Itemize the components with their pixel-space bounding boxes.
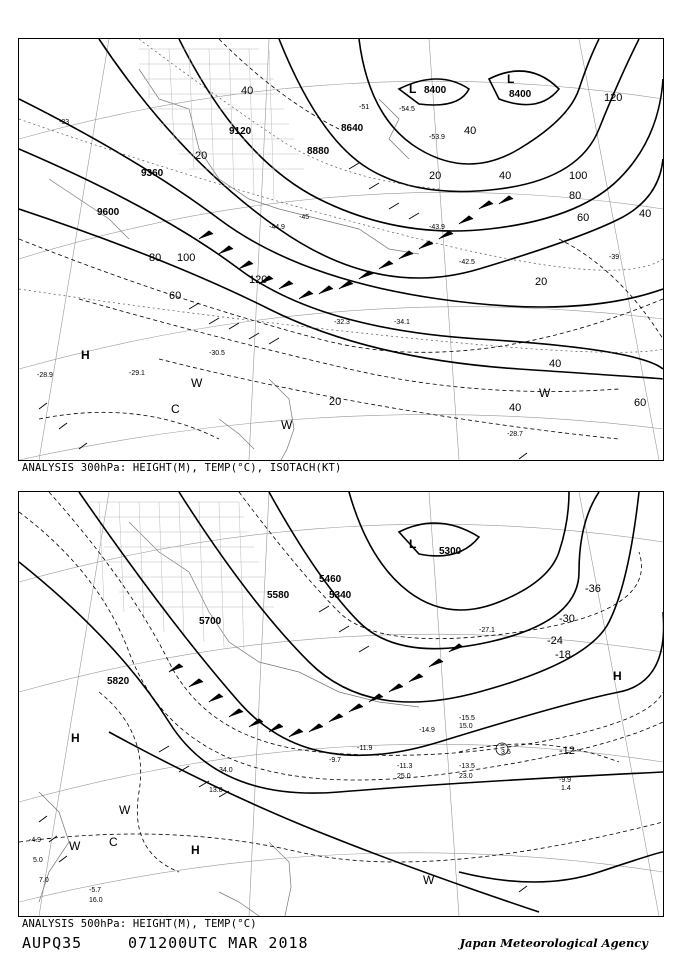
station-value: 23.0	[459, 773, 473, 780]
isotach-label: 40	[549, 358, 562, 370]
temp-label: -33	[59, 119, 70, 126]
isotach-label: 60	[169, 290, 182, 302]
coastline	[39, 522, 419, 916]
temp-label: -34.1	[394, 319, 410, 326]
temp-label: -39	[609, 254, 620, 261]
chart-300hpa	[18, 38, 664, 461]
high-pressure-marker: H	[191, 843, 200, 857]
high-pressure-marker: H	[71, 731, 80, 745]
station-value: 3.5	[501, 749, 511, 756]
height-label: 5820	[107, 676, 130, 687]
temp-label: -28.9	[37, 372, 53, 379]
isotherm-label: -36	[585, 583, 601, 595]
temp-label: -45	[299, 214, 310, 221]
isotach-label: 120	[604, 92, 623, 104]
temp-label: -32.3	[334, 319, 350, 326]
agency-name: Japan Meteorological Agency	[459, 936, 648, 950]
isotach-label: 20	[535, 276, 548, 288]
height-label: 5460	[319, 574, 342, 585]
temp-label: -4.9	[29, 837, 42, 844]
warm-marker: W	[539, 386, 551, 400]
height-label: 5580	[267, 590, 290, 601]
station-value: 34.0	[219, 767, 233, 774]
height-label: 8640	[341, 123, 364, 134]
isotherm-label: -24	[547, 635, 563, 647]
isotach-label: 100	[177, 252, 196, 264]
height-label: 5300	[439, 546, 462, 557]
isotach-label: 40	[241, 85, 254, 97]
temp-label: -30.5	[209, 350, 225, 357]
isotach-label: 120	[249, 274, 268, 286]
temp-label: -44.9	[269, 224, 285, 231]
station-value: 16.0	[89, 897, 103, 904]
isotach-label: 60	[634, 397, 647, 409]
height-contours	[19, 492, 663, 912]
map-500hpa	[19, 492, 663, 916]
isotach-label: 20	[195, 150, 208, 162]
station-value: 25.0	[397, 773, 411, 780]
temp-label: -51	[359, 104, 370, 111]
temp-label: -15.5	[459, 715, 475, 722]
temp-label: -13.5	[459, 763, 475, 770]
shaded-area	[139, 49, 304, 199]
height-label: 9600	[97, 207, 120, 218]
temp-label: -42.5	[459, 259, 475, 266]
station-value: 7.0	[39, 877, 49, 884]
station-value: 13.0	[209, 787, 223, 794]
caption-500hpa: ANALYSIS 500hPa: HEIGHT(M), TEMP(°C)	[22, 918, 257, 930]
isotach-label: 20	[429, 170, 442, 182]
isotach-label: 60	[577, 212, 590, 224]
isotach-label: 40	[639, 208, 652, 220]
caption-300hpa: ANALYSIS 300hPa: HEIGHT(M), TEMP(°C), ISOTACH(KT)	[22, 462, 342, 474]
temp-label: -9.9	[559, 777, 572, 784]
temp-label: -5.7	[89, 887, 102, 894]
warm-marker: W	[281, 418, 293, 432]
chart-code: AUPQ35	[22, 934, 83, 952]
high-pressure-marker: H	[81, 348, 90, 362]
station-value: 15.0	[459, 723, 473, 730]
warm-marker: W	[69, 839, 81, 853]
temp-label: -11.9	[357, 745, 373, 752]
isotach-label: 40	[499, 170, 512, 182]
isotachs	[19, 39, 663, 439]
cold-marker: C	[171, 402, 180, 416]
low-pressure-marker: L	[409, 537, 417, 551]
isotherm-label: -30	[559, 613, 575, 625]
warm-marker: W	[191, 376, 203, 390]
warm-marker: W	[423, 873, 435, 887]
temp-label: -14.9	[419, 727, 435, 734]
isotherm-label: -18	[555, 649, 571, 661]
height-label: 8400	[509, 89, 532, 100]
temp-label: -29.1	[129, 370, 145, 377]
isotherm-label: -12	[559, 745, 575, 757]
height-label: 9360	[141, 168, 164, 179]
isotach-label: 100	[569, 170, 588, 182]
warm-marker: W	[119, 803, 131, 817]
station-value: 1.4	[561, 785, 571, 792]
height-label: 8400	[424, 85, 447, 96]
chart-datetime: 071200UTC MAR 2018	[128, 934, 309, 952]
temp-label: -43.9	[429, 224, 445, 231]
height-label: 5700	[199, 616, 222, 627]
height-label: 8880	[307, 146, 330, 157]
isotach-label: 40	[464, 125, 477, 137]
temp-label: -11.3	[397, 763, 413, 770]
cold-marker: C	[109, 835, 118, 849]
height-label: 5340	[329, 590, 352, 601]
isotach-label: 80	[149, 252, 162, 264]
chart-500hpa	[18, 491, 664, 917]
low-pressure-marker: L	[409, 82, 417, 96]
temp-label: -28.7	[507, 431, 523, 438]
temp-label: -54.5	[399, 106, 415, 113]
isotach-label: 40	[509, 402, 522, 414]
low-pressure-marker: L	[507, 72, 515, 86]
temp-label: -53.9	[429, 134, 445, 141]
map-300hpa	[19, 39, 663, 460]
height-label: 9120	[229, 126, 252, 137]
isotherms	[19, 39, 663, 352]
isotach-label: 20	[329, 396, 342, 408]
high-pressure-marker: H	[613, 669, 622, 683]
station-value: 5.0	[33, 857, 43, 864]
temp-label: -27.1	[479, 627, 495, 634]
temp-label: -9.7	[329, 757, 342, 764]
isotach-label: 80	[569, 190, 582, 202]
